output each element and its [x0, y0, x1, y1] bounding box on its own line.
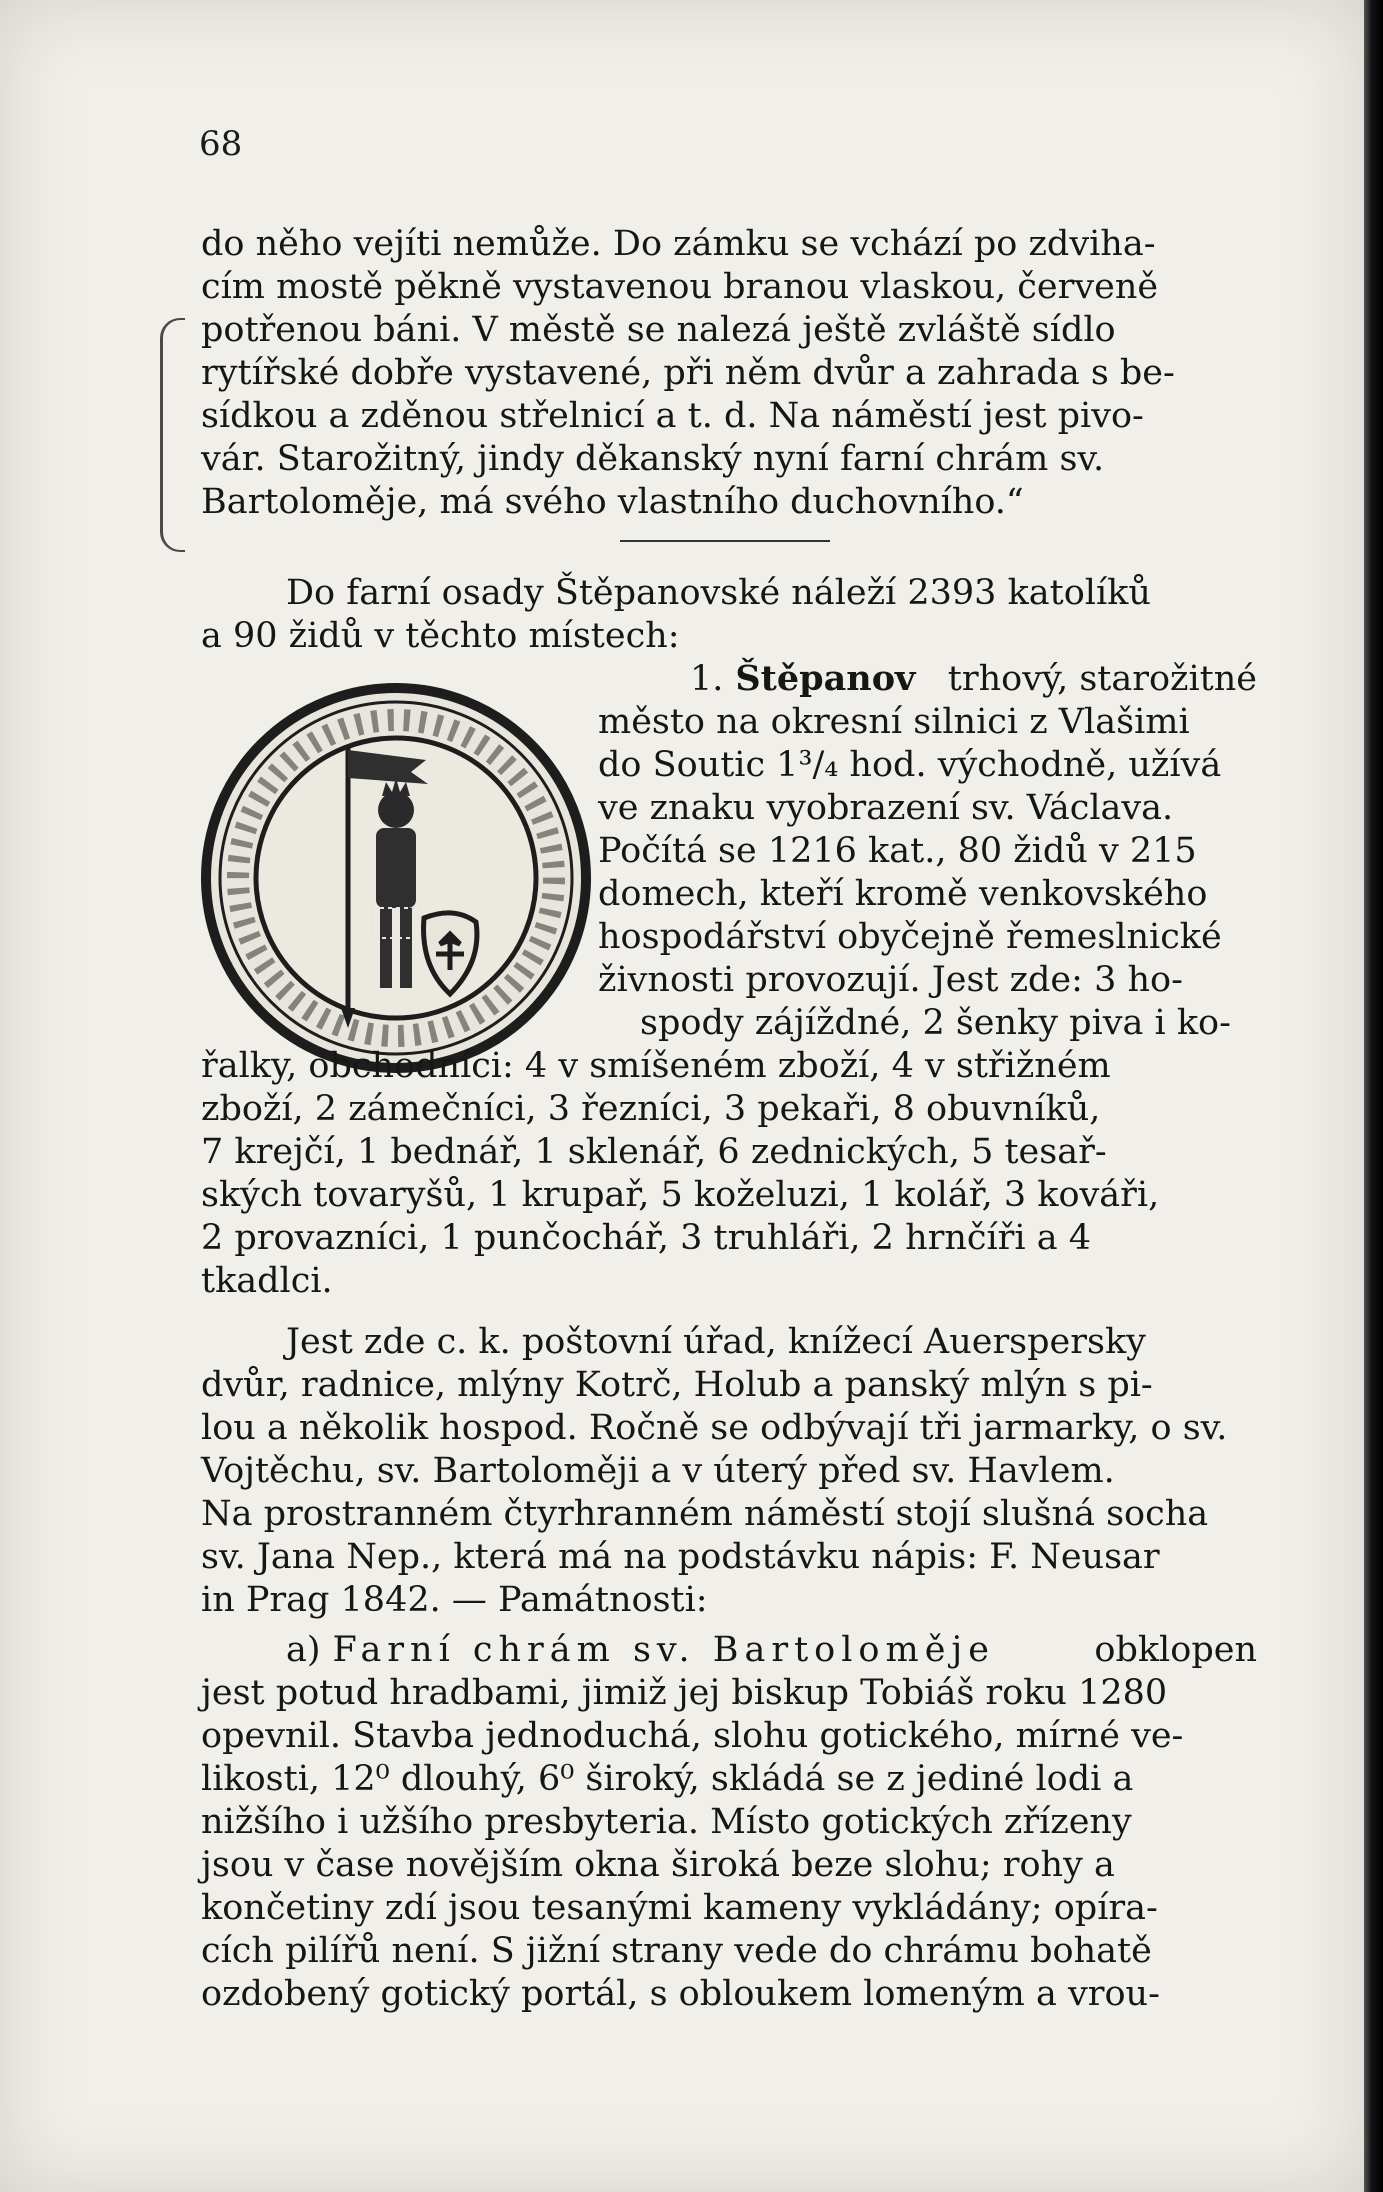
text-line: jest potud hradbami, jimiž jej biskup Tobiáš roku 1280	[201, 1673, 1168, 1713]
text-line: cích pilířů není. S jižní strany vede do chrámu bohatě	[201, 1931, 1152, 1971]
text-line: potřenou báni. V městě se nalezá ještě zvláště sídlo	[201, 310, 1116, 350]
text-line: řalky, obchodníci: 4 v smíšeném zboží, 4 v střižném	[201, 1046, 1111, 1086]
page-number: 68	[199, 124, 243, 164]
text-line: ských tovaryšů, 1 krupař, 5 koželuzi, 1 kolář, 3 kováři,	[201, 1175, 1160, 1215]
text-line: Vojtěchu, sv. Bartoloměji a v úterý před sv. Havlem.	[201, 1451, 1115, 1491]
text-line: město na okresní silnici z Vlašimi	[598, 702, 1190, 742]
text-line: do něho vejíti nemůže. Do zámku se vchází po zdviha-	[201, 224, 1156, 264]
text-line: a 90 židů v těchto místech:	[201, 616, 680, 656]
page-edge-shadow	[1364, 0, 1383, 2192]
text-line: opevnil. Stavba jednoduchá, slohu gotického, mírné ve-	[201, 1716, 1184, 1756]
text-line: 7 krejčí, 1 bednář, 1 sklenář, 6 zednických, 5 tesař-	[201, 1132, 1107, 1172]
text-line: ve znaku vyobrazení sv. Václava.	[598, 788, 1174, 828]
section-divider	[620, 540, 830, 542]
text-line: domech, kteří kromě venkovského	[598, 874, 1208, 914]
text-line: sv. Jana Nep., která má na podstávku nápis: F. Neusar	[201, 1537, 1160, 1577]
text-line: Bartoloměje, má svého vlastního duchovního.“	[201, 482, 1024, 522]
text-line: dvůr, radnice, mlýny Kotrč, Holub a panský mlýn s pi-	[201, 1365, 1153, 1405]
text-line: Na prostranném čtyrhranném náměstí stojí slušná socha	[201, 1494, 1209, 1534]
text-line: Počítá se 1216 kat., 80 židů v 215	[598, 831, 1197, 871]
town-seal-image	[196, 678, 596, 1078]
text-line: tkadlci.	[201, 1261, 333, 1301]
text-line: Do farní osady Štěpanovské náleží 2393 katolíků	[286, 573, 1151, 613]
text-line: 2 provazníci, 1 punčochář, 3 truhláři, 2 hrnčíři a 4	[201, 1218, 1091, 1258]
spaced-heading: Farní chrám sv. Bartoloměje	[332, 1630, 995, 1670]
text-line: hospodářství obyčejně řemeslnické	[598, 917, 1222, 957]
text-line: rytířské dobře vystavené, při něm dvůr a zahrada s be-	[201, 353, 1175, 393]
text-line: ozdobený gotický portál, s obloukem lomeným a vrou-	[201, 1974, 1160, 2014]
text-line: živnosti provozují. Jest zde: 3 ho-	[598, 960, 1183, 1000]
text-line: a) Farní chrám sv. Bartoloměje obklopen	[286, 1630, 1257, 1670]
text-line: cím mostě pěkně vystavenou branou vlaskou, červeně	[201, 267, 1159, 307]
text-line: nižšího i užšího presbyteria. Místo gotických zřízeny	[201, 1802, 1132, 1842]
text-line: 1. Štěpanov trhový, starožitné	[690, 658, 1257, 699]
text-line: sídkou a zděnou střelnicí a t. d. Na náměstí jest pivo-	[201, 396, 1144, 436]
text-line: jsou v čase novějším okna široká beze slohu; rohy a	[201, 1845, 1115, 1885]
text-line: in Prag 1842. — Památnosti:	[201, 1580, 708, 1620]
text-line: lou a několik hospod. Ročně se odbývají tři jarmarky, o sv.	[201, 1408, 1228, 1448]
text-line: spody zájíždné, 2 šenky piva i ko-	[640, 1003, 1231, 1043]
text-line: do Soutic 1³/₄ hod. východně, užívá	[598, 745, 1222, 785]
text-line: vár. Starožitný, jindy děkanský nyní farní chrám sv.	[201, 439, 1105, 479]
place-name: Štěpanov	[735, 658, 916, 699]
text-line: likosti, 12⁰ dlouhý, 6⁰ široký, skládá se z jediné lodi a	[201, 1759, 1134, 1799]
text-line: zboží, 2 zámečníci, 3 řezníci, 3 pekaři, 8 obuvníků,	[201, 1089, 1101, 1129]
text-line: končetiny zdí jsou tesanými kameny vykládány; opíra-	[201, 1888, 1158, 1928]
text-line: Jest zde c. k. poštovní úřad, knížecí Auerspersky	[286, 1322, 1146, 1362]
margin-bracket	[160, 318, 185, 552]
